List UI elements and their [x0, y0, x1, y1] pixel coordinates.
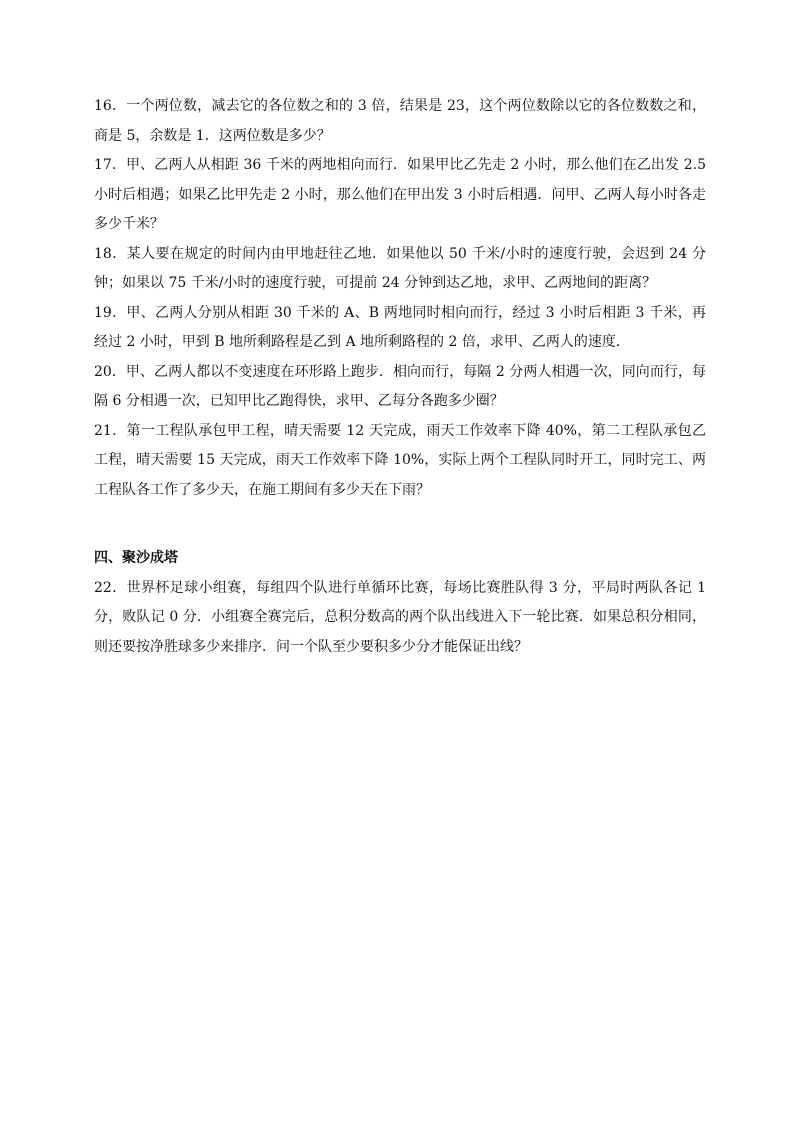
- section-heading: 四、聚沙成塔: [94, 550, 178, 566]
- problem-17: 17．甲、乙两人从相距 36 千米的两地相向而行．如果甲比乙先走 2 小时，那么他们在乙出发 2.5 小时后相遇；如果乙比甲先走 2 小时，那么他们在甲出发 3 小时后相遇．问甲、乙两人每小时各走多少千米？: [94, 157, 706, 232]
- problem-19: 19．甲、乙两人分别从相距 30 千米的 A、B 两地同时相向而行，经过 3 小时后相距 3 千米，再经过 2 小时，甲到 B 地所剩路程是乙到 A 地所剩路程的 2 倍，求甲、乙两人的速度．: [94, 304, 706, 350]
- document-content: [94, 92, 706, 662]
- section-spacer: [94, 505, 706, 544]
- problem-18: 18．某人要在规定的时间内由甲地赶往乙地．如果他以 50 千米/小时的速度行驶，会迟到 24 分钟；如果以 75 千米/小时的速度行驶，可提前 24 分钟到达乙地，求甲、乙两地间的距离？: [94, 245, 706, 291]
- problem-21: 21．第一工程队承包甲工程，晴天需要 12 天完成，雨天工作效率下降 40%，第二工程队承包乙工程，晴天需要 15 天完成，雨天工作效率下降 10%，实际上两个工程队同时开工，同时完工、两工程队各工作了多少天，在施工期间有多少天在下雨？: [94, 422, 706, 498]
- problem-22: 22．世界杯足球小组赛，每组四个队进行单循环比赛，每场比赛胜队得 3 分，平局时两队各记 1 分，败队记 0 分．小组赛全赛完后，总积分数高的两个队出线进入下一轮比赛．如果总积分相同，则还要按净胜球多少来排序．问一个队至少要积多少分才能保证出线？: [94, 579, 706, 655]
- problem-16: 16．一个两位数，减去它的各位数之和的 3 倍，结果是 23，这个两位数除以它的各位数数之和，商是 5，余数是 1．这两位数是多少？: [94, 98, 706, 144]
- problem-20: 20．甲、乙两人都以不变速度在环形路上跑步．相向而行，每隔 2 分两人相遇一次，同向而行，每隔 6 分相遇一次，已知甲比乙跑得快，求甲、乙每分各跑多少圈？: [94, 363, 706, 409]
